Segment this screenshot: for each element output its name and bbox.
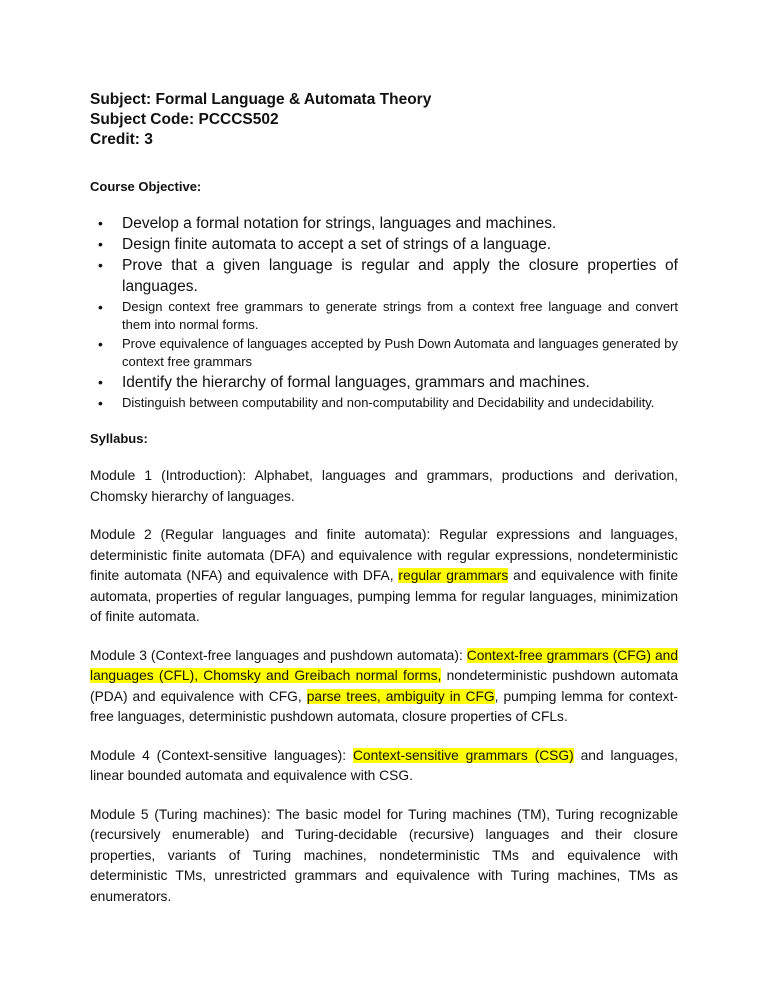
module-text: Module 1 (Introduction): Alphabet, languages and grammars, productions and derivation, Chomsky hierarchy of languages.	[90, 468, 678, 504]
objective-item: • Prove that a given language is regular and apply the closure properties of languages.	[90, 255, 678, 297]
objective-item: • Distinguish between computability and non-computability and Decidability and undecidability.	[90, 394, 678, 412]
document-page	[90, 90, 678, 907]
highlighted-text: Context-free grammars (CFG) and languages (CFL), Chomsky and Greibach normal forms,	[90, 647, 678, 683]
course-objective-heading: Course Objective:	[90, 179, 202, 194]
module-2	[90, 525, 678, 628]
module-text: Module 5 (Turing machines): The basic model for Turing machines (TM), Turing recognizable (recursively enumerable) and Turing-decidable (recursive) languages and their closure properties, variants of Turing machines, nondeterministic TMs and equivalence with deterministic TMs, unrestricted grammars and equivalence with Turing machines, TMs as enumerators.	[90, 806, 678, 904]
module-text: and languages, linear bounded automata and equivalence with CSG.	[90, 747, 678, 783]
module-text: nondeterministic pushdown automata (PDA) and equivalence with CFG,	[90, 668, 678, 704]
highlighted-text: regular grammars	[398, 568, 509, 583]
subject-title: Subject: Formal Language & Automata Theory	[90, 91, 432, 108]
module-text: , pumping lemma for context-free languages, deterministic pushdown automata, closure properties of CFLs.	[90, 688, 678, 724]
module-1	[90, 466, 678, 507]
objective-item: • Design context free grammars to generate strings from a context free language and convert them into normal forms.	[90, 298, 678, 334]
credit: Credit: 3	[90, 131, 153, 148]
syllabus-modules	[90, 466, 678, 907]
module-3	[90, 646, 678, 728]
highlighted-text: Context-sensitive grammars (CSG)	[352, 747, 574, 763]
objective-item: • Design finite automata to accept a set of strings of a language.	[90, 234, 678, 255]
module-5	[90, 805, 678, 908]
objective-item: • Identify the hierarchy of formal languages, grammars and machines.	[90, 372, 678, 393]
objective-list	[90, 213, 678, 412]
subject-code: Subject Code: PCCCS502	[90, 111, 279, 128]
module-text: Module 2 (Regular languages and finite automata): Regular expressions and languages, deterministic finite automata (DFA) and equivalence with regular expressions, nondeterministic finite automata (NFA) and equivalence with DFA,	[90, 527, 678, 583]
objective-item: • Develop a formal notation for strings, languages and machines.	[90, 213, 678, 234]
module-4	[90, 746, 678, 787]
module-text: Module 3 (Context-free languages and pushdown automata):	[90, 647, 467, 663]
objective-item: • Prove equivalence of languages accepted by Push Down Automata and languages generated by context free grammars	[90, 335, 678, 371]
highlighted-text: parse trees, ambiguity in CFG	[306, 688, 495, 704]
module-text: Module 4 (Context-sensitive languages):	[90, 747, 353, 763]
module-text: and equivalence with finite automata, properties of regular languages, pumping lemma for regular languages, minimization of finite automata.	[90, 568, 679, 624]
syllabus-heading: Syllabus:	[90, 431, 148, 446]
